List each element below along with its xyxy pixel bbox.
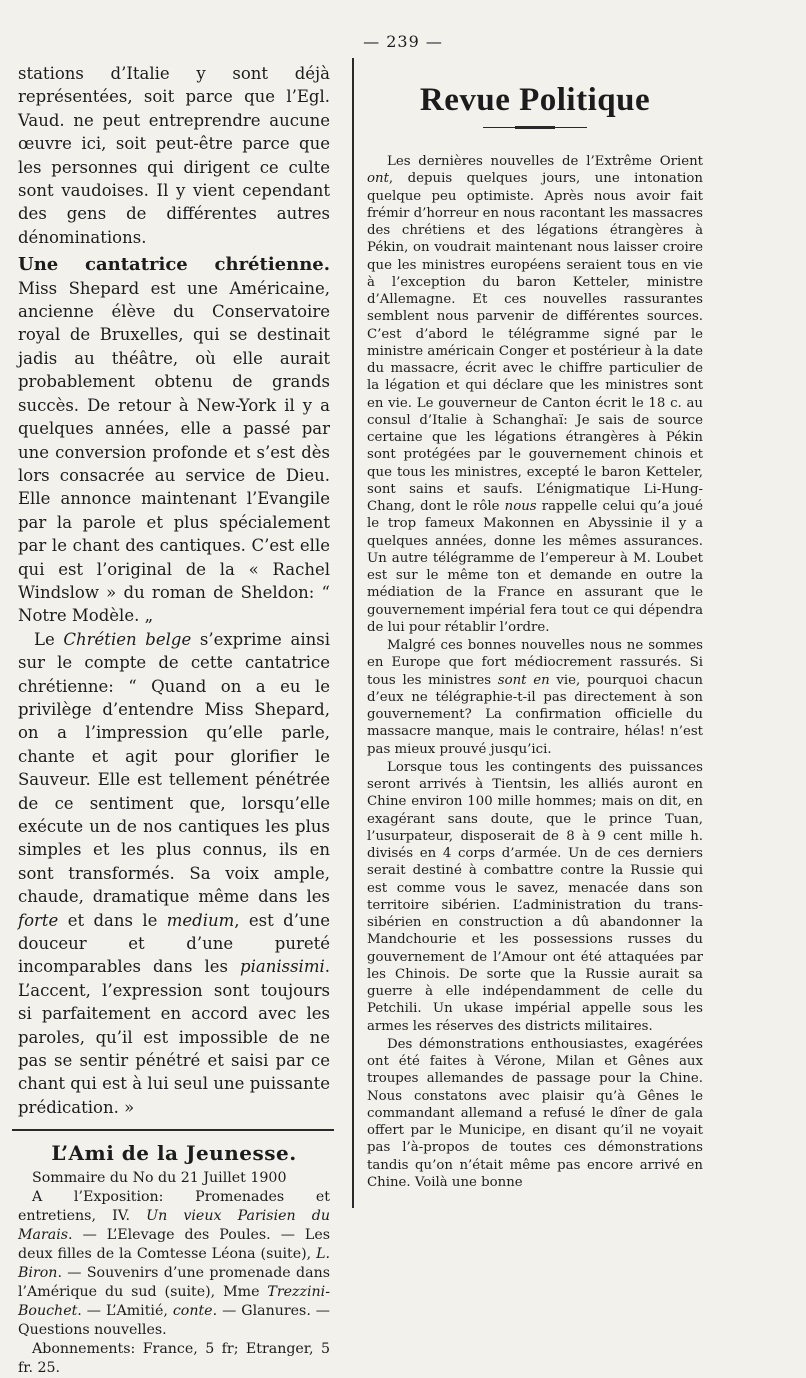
text-run: A l’Exposition: Promenades et entretiens, IV. xyxy=(18,1189,330,1225)
text-run: . — Glanures. — Questions nouvelles. xyxy=(18,1303,330,1339)
column-divider xyxy=(352,58,354,1208)
text-run: , est d’une douceur et d’une pureté incomparables dans les xyxy=(18,910,330,977)
text-run: Malgré ces bonnes nouvelles nous ne sommes en Europe que fort médiocrement rassurés. Si tous les ministres xyxy=(367,638,703,688)
text-run: , depuis quelques jours, une intonation quelque peu optimiste. Après nous avoir fait frémir d’horreur en nous racontant les massacres des chrétiens et des légations étrangères à Pékin, on voudrait maintenant nous laisser croire que les ministres européens seraient tous en vie à l’exception du baron Ketteler, ministre d’Allemagne. Et ces nouvelles rassurantes semblent nous parvenir de différentes sources. C’est d’abord le télégramme signé par le ministre américain Conger et postérieur à la date du massacre, écrit avec le chiffre particulier de la légation et qui déclare que les ministres sont en vie. Le gouverneur de Canton écrit le 18 c. au consul d’Italie à Schanghaï: Je sais de source certaine que les légations étrangères à Pékin sont protégées par le gouvernement chinois et que tous les ministres, excepté le baron Ketteler, sont sains et saufs. L’énigmatique Li-Hung-Chang, dont le rôle xyxy=(367,171,703,514)
italic-term: forte xyxy=(18,910,59,930)
paragraph-cantatrice-body: Miss Shepard est une Américaine, ancienne élève du Conservatoire royal de Bruxelles, qui se destinait jadis au théâtre, où elle aurait probablement obtenu de grands succès. De retour à New-York il y a quelques années, elle a passé par une conversion profonde et s’est dès lors consacrée au service de Dieu. Elle annonce maintenant l’Evangile par la parole et plus spécialement par le chant des cantiques. C’est elle qui est l’original de la « Rachel Windslow » du roman de Sheldon: “ Notre Modèle. „ xyxy=(18,278,330,626)
text-run: et dans le xyxy=(58,910,167,930)
text-run: s’exprime ainsi sur le compte de cette cantatrice chrétienne: “ Quand on a eu le privilège d’entendre Miss Shepard, on a l’impression qu’elle parle, chante et agit pour glorifier le Sauveur. Elle est tellement pénétrée de ce sentiment que, lorsqu’elle exécute un de nos cantiques les plus simples et les plus connus, ils en sont transformés. Sa voix ample, chaude, dramatique même dans les xyxy=(18,629,330,907)
article-heading-cantatrice: Une cantatrice chrétienne. xyxy=(18,254,330,276)
paragraph-chretien-belge xyxy=(18,628,330,1120)
paragraph-extreme-orient xyxy=(367,153,703,636)
sommaire-line: Sommaire du No du 21 Juillet 1900 xyxy=(32,1170,287,1187)
section-title-revue-politique: Revue Politique xyxy=(419,82,651,118)
section-divider xyxy=(12,1129,334,1131)
text-run: . — Souvenirs d’une promenade dans l’Amérique du sud (suite), Mme xyxy=(18,1265,330,1301)
italic-term: medium xyxy=(166,910,235,930)
paragraph-demonstrations: Des démonstrations enthousiastes, exagérées ont été faites à Vérone, Milan et Gênes aux troupes allemandes de passage pour la Chine. Nous constatons avec plaisir qu’à Gênes le commandant allemand a refusé le dîner de gala offert par le Municipe, en disant qu’il ne voyait pas l’à-propos de toutes ces démonstrations tandis qu’on n’était même pas encore arrivé en Chine. Voilà une bonne xyxy=(367,1036,703,1190)
right-column xyxy=(367,82,703,1191)
paragraph-contingents: Lorsque tous les contingents des puissances seront arrivés à Tientsin, les alliés auront en Chine environ 100 mille hommes; mais on dit, en exagérant sans doute, que le prince Tuan, l’usurpateur, disposerait de 8 à 9 cent mille h. divisés en 4 corps d’armée. Un de ces derniers serait destiné à combattre contre la Russie qui est comme vous le savez, menacée dans son territoire sibérien. L’administration du trans-sibérien en construction a dû abandonner la Mandchourie et les possessions russes du gouvernement de l’Amour ont été attaquées par les Chinois. De sorte que la Russie aurait sa guerre à elle indépendamment de celle du Petchili. Un ukase impérial appelle sous les armes les réserves des districts militaires. xyxy=(367,759,703,1034)
italic-term: conte xyxy=(172,1303,213,1320)
italic-term: sont en xyxy=(497,672,550,688)
paragraph-stations: stations d’Italie y sont déjà représentées, soit parce que l’Egl. Vaud. ne peut entreprendre aucune œuvre ici, soit peut-être parce que les personnes qui dirigent ce culte sont vaudoises. Il y vient cependant des gens de différentes autres dénominations. xyxy=(18,64,330,247)
section-title-ami-jeunesse: L’Ami de la Jeunesse. xyxy=(51,1141,297,1166)
subscription-prices: Abonnements: France, 5 fr; Etranger, 5 fr. 25. xyxy=(18,1341,330,1377)
title-ornament xyxy=(483,125,587,131)
publication-name: Chrétien belge xyxy=(63,629,192,649)
text-run: vie, pourquoi chacun d’eux ne télégraphie-t-il pas directement à son gouvernement? La confirmation officielle du massacre manque, mais le contraire, hélas! n’est pas mieux prouvé jusqu’ici. xyxy=(367,672,703,757)
paragraph-malgre xyxy=(367,637,703,758)
italic-term: ont xyxy=(367,171,389,187)
italic-term: nous xyxy=(504,499,537,514)
text-run: Les dernières nouvelles de l’Extrême Orient xyxy=(387,154,703,169)
italic-term: pianissimi xyxy=(240,957,325,977)
sommaire-contents xyxy=(18,1188,330,1340)
text-run: . — L’Amitié, xyxy=(77,1303,173,1320)
page-number: — 239 — xyxy=(363,32,443,51)
author-name: Trezzini-Bouchet xyxy=(18,1284,330,1320)
text-run: rappelle celui qu’a joué le trop fameux Makonnen en Abyssinie il y a quelques années, donne les mêmes assurances. Un autre télégramme de l’empereur à M. Loubet est sur le même ton et demande en outre la médiation de la France en assurant que le gouvernement impérial fera tout ce qui dépendra de lui pour rétablir l’ordre. xyxy=(367,499,704,635)
left-column xyxy=(18,62,330,1378)
author-name: L. Biron xyxy=(18,1246,330,1282)
text-run: Le xyxy=(34,629,64,649)
paragraph-cantatrice xyxy=(18,253,330,628)
text-run: . L’accent, l’expression sont toujours si parfaitement en accord avec les paroles, qu’il est impossible de ne pas se sentir pénétré et saisi par ce chant qui est à lui seul une puissante prédication. » xyxy=(18,957,330,1117)
italic-title: Un vieux Parisien du Marais xyxy=(18,1208,331,1244)
text-run: . — L’Elevage des Poules. — Les deux filles de la Comtesse Léona (suite), xyxy=(18,1227,330,1263)
